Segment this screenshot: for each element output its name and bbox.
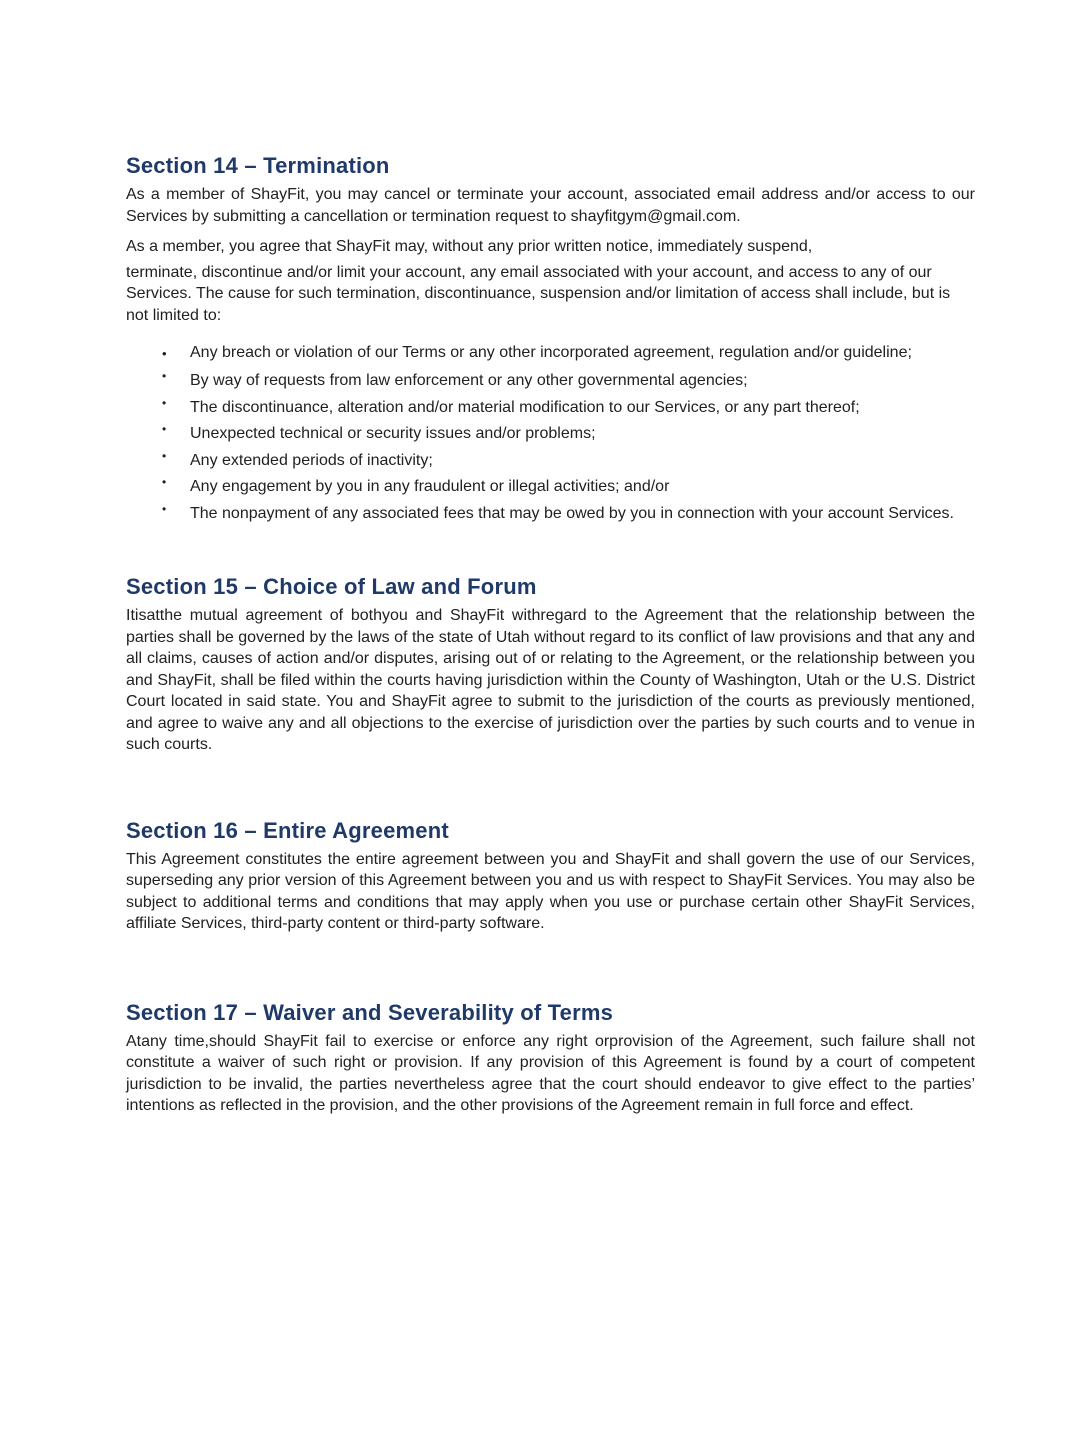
paragraph: Itisatthe mutual agreement of bothyou and ShayFit withregard to the Agreement that the relationship between the parties shall be governed by the laws of the state of Utah without regard to its conflict of law provisions and that any and all claims, causes of action and/or disputes, arising out of or relating to the Agreement, or the relationship between you and ShayFit, shall be filed within the courts having jurisdiction within the County of Washington, Utah or the U.S. District Court located in said state. You and ShayFit agree to submit to the jurisdiction of the courts as previously mentioned, and agree to waive any and all objections to the exercise of jurisdiction over the parties by such courts and to venue in such courts. bbox=[126, 607, 975, 753]
bullet-icon: • bbox=[162, 501, 167, 516]
section-heading: Section 16 – Entire Agreement bbox=[126, 817, 449, 843]
paragraph: terminate, discontinue and/or limit your account, any email associated with your account, and access to any of our Services. The cause for such termination, discontinuance, suspension and/or limitation of access shall include, but is not limited to: bbox=[126, 263, 951, 324]
section-heading: Section 17 – Waiver and Severability of Terms bbox=[126, 999, 614, 1025]
bullet-text: By way of requests from law enforcement or any other governmental agencies; bbox=[190, 372, 748, 389]
bullet-text: The discontinuance, alteration and/or material modification to our Services, or any part thereof; bbox=[190, 398, 860, 416]
section-entire-agreement bbox=[126, 818, 975, 935]
paragraph: Atany time,should ShayFit fail to exercise or enforce any right orprovision of the Agreement, such failure shall not constitute a waiver of such right or provision. If any provision of this Agreement is found by a court of competent jurisdiction to be invalid, the parties nevertheless agree that the court should endeavor to give effect to the parties’ intentions as reflected in the provision, and the other provisions of the Agreement remain in full force and effect. bbox=[126, 1032, 975, 1114]
bullet-item bbox=[126, 503, 975, 525]
section-heading: Section 14 – Termination bbox=[126, 153, 390, 178]
bullet-icon: • bbox=[162, 395, 167, 410]
bullet-item bbox=[126, 370, 975, 392]
bullet-list bbox=[126, 340, 975, 524]
bullet-icon: • bbox=[162, 369, 167, 383]
bullet-text: Any engagement by you in any fraudulent or illegal activities; and/or bbox=[190, 478, 670, 495]
bullet-icon: • bbox=[162, 475, 167, 489]
bullet-icon: • bbox=[162, 448, 167, 463]
bullet-icon: • bbox=[162, 346, 167, 361]
bullet-item bbox=[126, 450, 975, 472]
section-termination bbox=[126, 153, 975, 524]
paragraph: As a member of ShayFit, you may cancel or terminate your account, associated email address and/or access to our Services by submitting a cancellation or termination request to shayfitgym@gmail.com. bbox=[126, 186, 975, 225]
bullet-item bbox=[126, 476, 975, 498]
section-heading: Section 15 – Choice of Law and Forum bbox=[126, 574, 537, 599]
bullet-item bbox=[126, 340, 975, 365]
section-choice-of-law bbox=[126, 574, 975, 756]
bullet-text: The nonpayment of any associated fees that may be owed by you in connection with your account Services. bbox=[190, 504, 954, 522]
bullet-item bbox=[126, 423, 975, 445]
paragraph: This Agreement constitutes the entire agreement between you and ShayFit and shall govern the use of our Services, superseding any prior version of this Agreement between you and us with respect to ShayFit Services. You may also be subject to additional terms and conditions that may apply when you use or purchase certain other ShayFit Services, affiliate Services, third-party content or third-party software. bbox=[126, 850, 975, 932]
bullet-text: Unexpected technical or security issues and/or problems; bbox=[190, 425, 596, 442]
bullet-icon: • bbox=[162, 422, 167, 436]
paragraph: As a member, you agree that ShayFit may, without any prior written notice, immediately suspend, bbox=[126, 238, 813, 255]
bullet-item bbox=[126, 397, 975, 419]
bullet-text: Any breach or violation of our Terms or any other incorporated agreement, regulation and/or guideline; bbox=[190, 344, 912, 361]
bullet-text: Any extended periods of inactivity; bbox=[190, 451, 433, 469]
section-waiver-severability bbox=[126, 1000, 975, 1117]
